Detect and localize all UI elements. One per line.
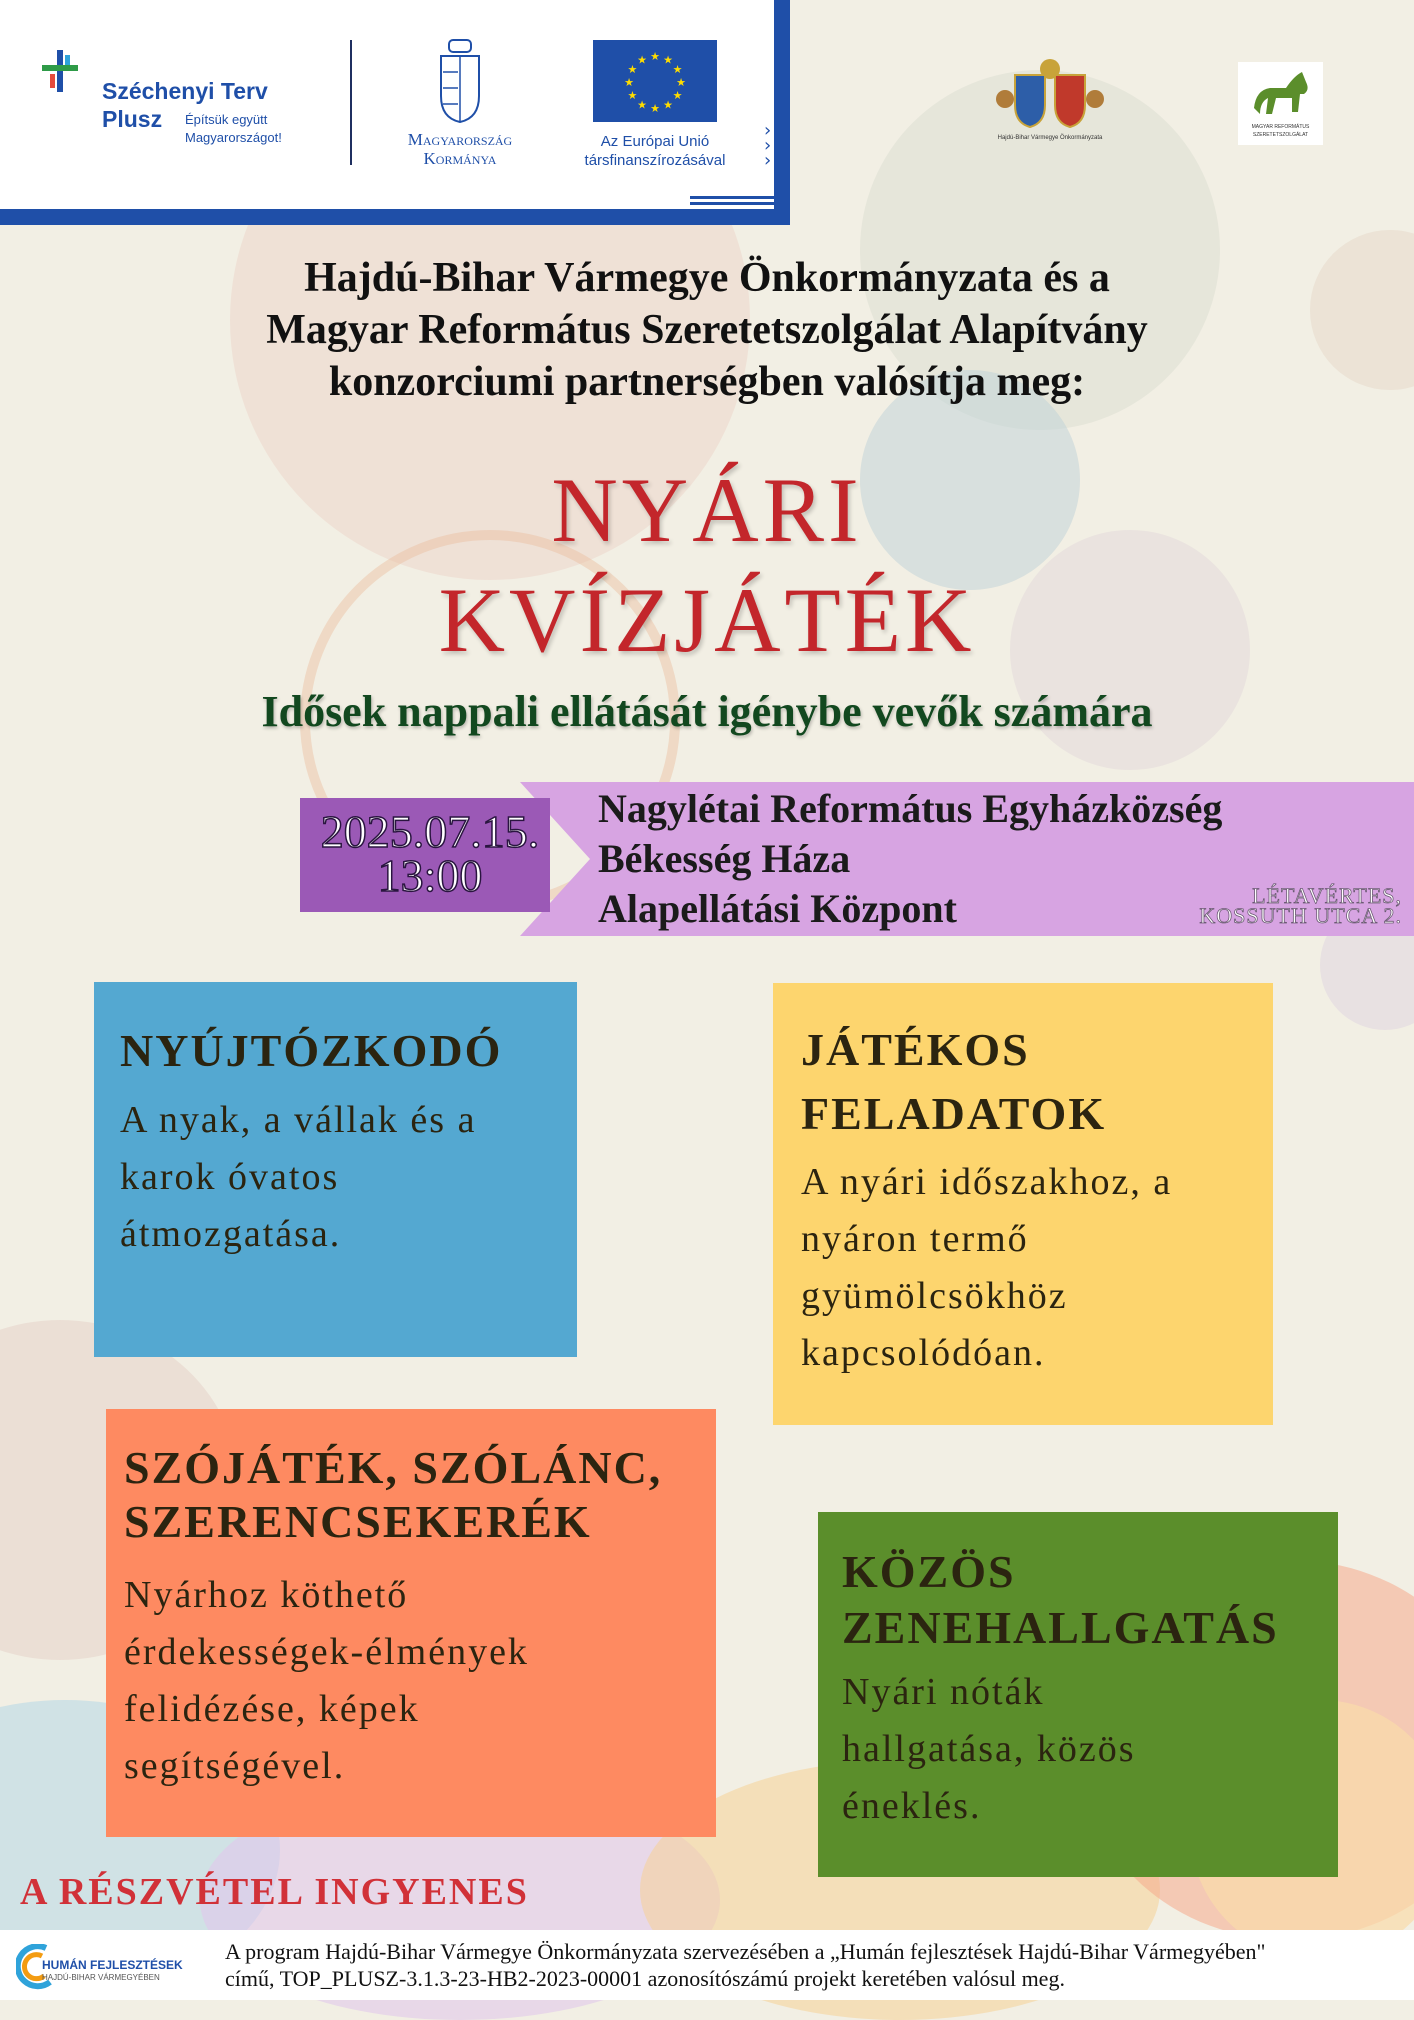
card-games-line-3: gyümölcsökhöz	[801, 1275, 1068, 1317]
venue-line-1: Nagylétai Református Egyházközség	[598, 786, 1223, 831]
card-wordgames-line-1: Nyárhoz köthető	[124, 1574, 409, 1616]
szechenyi-plusz: Plusz	[102, 106, 163, 132]
address-line-2: KOSSUTH UTCA 2.	[1199, 903, 1402, 928]
mrsz-caption-1: MAGYAR REFORMÁTUS	[1251, 124, 1310, 130]
szechenyi-title: Széchenyi Terv	[102, 78, 268, 104]
eu-star: ★	[627, 90, 638, 102]
date-time	[300, 806, 560, 901]
intro-line-3: konzorciumi partnerségben valósítja meg:	[328, 359, 1086, 405]
eu-star: ★	[637, 54, 647, 67]
county-logo	[985, 55, 1115, 150]
mrsz-caption-2: SZERETETSZOLGÁLAT	[1252, 132, 1309, 138]
eu-star: ★	[663, 54, 673, 67]
human-dev-line-2: HAJDÚ-BIHAR VÁRMEGYÉBEN	[42, 1973, 160, 1982]
free-participation: A RÉSZVÉTEL INGYENES	[20, 1871, 529, 1913]
card-games-line-2: nyáron termő	[801, 1218, 1029, 1260]
card-music	[818, 1512, 1338, 1877]
card-wordgames-line-2: érdekességek-élmények	[124, 1631, 529, 1673]
event-date: 2025.07.15.	[320, 806, 540, 857]
horse-icon	[1246, 68, 1316, 120]
event-time: 13:00	[377, 850, 483, 901]
card-wordgames-title-2: SZERENCSEKERÉK	[124, 1496, 592, 1547]
card-wordgames-title-1: SZÓJÁTÉK, SZÓLÁNC,	[124, 1442, 663, 1493]
eu-star: ★	[663, 99, 673, 112]
card-music-line-3: éneklés.	[842, 1785, 982, 1827]
mrsz-logo	[1238, 62, 1323, 145]
card-games-title-1: JÁTÉKOS	[801, 1024, 1030, 1075]
intro-line-2: Magyar Református Szeretetszolgálat Alapítvány	[266, 307, 1148, 353]
szechenyi-slogan-2: Magyarországot!	[185, 130, 282, 145]
logo-divider	[350, 40, 352, 165]
eu-star: ★	[672, 90, 683, 102]
eu-flag-icon	[593, 40, 717, 122]
card-games-title-2: FELADATOK	[801, 1088, 1107, 1139]
szechenyi-slogan-1: Építsük együtt	[185, 112, 268, 127]
eu-star: ★	[676, 77, 686, 89]
address-line-1: LÉTAVÉRTES,	[1252, 883, 1402, 908]
venue-address	[1199, 883, 1402, 928]
card-stretching-line-3: átmozgatása.	[120, 1213, 342, 1255]
eu-line-2: társfinanszírozásával	[584, 152, 726, 169]
event-title	[0, 455, 1414, 675]
card-music-title-1: KÖZÖS	[842, 1546, 1016, 1597]
human-dev-logo	[16, 1940, 196, 1996]
intro-text	[80, 252, 1334, 408]
card-wordgames	[106, 1409, 716, 1837]
event-title-line-2: KVÍZJÁTÉK	[438, 569, 976, 671]
venue-line-2: Békesség Háza	[598, 836, 851, 881]
card-stretching-line-1: A nyak, a vállak és a	[120, 1099, 477, 1141]
government-line-1: Magyarország	[407, 130, 513, 149]
card-games-line-1: A nyári időszakhoz, a	[801, 1161, 1173, 1203]
eu-star: ★	[672, 64, 683, 76]
eu-logo	[560, 40, 750, 170]
card-stretching	[94, 982, 577, 1357]
eu-star: ★	[650, 103, 660, 115]
event-title-line-1: NYÁRI	[551, 459, 863, 561]
coat-of-arms-icon	[437, 38, 483, 124]
government-logo	[380, 38, 540, 168]
human-dev-line-1: HUMÁN FEJLESZTÉSEK	[42, 1958, 183, 1972]
government-line-2: Kormánya	[423, 149, 497, 168]
card-music-line-2: hallgatása, közös	[842, 1728, 1136, 1770]
venue-line-3: Alapellátási Központ	[598, 886, 957, 931]
card-music-line-1: Nyári nóták	[842, 1671, 1045, 1713]
card-music-title-2: ZENEHALLGATÁS	[842, 1602, 1279, 1653]
venue-text	[598, 784, 1222, 934]
intro-line-1: Hajdú-Bihar Vármegye Önkormányzata és a	[304, 255, 1110, 301]
eu-line-1: Az Európai Unió	[600, 133, 710, 150]
szechenyi-cross-icon	[42, 50, 78, 92]
footer-text	[225, 1938, 1410, 1992]
card-wordgames-line-4: segítségével.	[124, 1745, 346, 1787]
county-caption: Hajdú-Bihar Vármegye Önkormányzata	[997, 135, 1103, 141]
logo-bar: Széchenyi Terv Plusz Építsük együtt Magyarországot! Magyarország Kormánya ★ ★ ★ ★ ★ ★ ★ ★ ★ ★ ★ ★ Az Európai Unió társfinanszírozásával › › ›	[0, 0, 790, 225]
event-subtitle: Idősek nappali ellátását igénybe vevők számára	[261, 687, 1153, 736]
card-games	[773, 983, 1273, 1425]
card-games-line-4: kapcsolódóan.	[801, 1332, 1046, 1374]
eu-star: ★	[650, 51, 660, 63]
card-wordgames-line-3: felidézése, képek	[124, 1688, 420, 1730]
eu-star: ★	[624, 77, 634, 89]
card-stretching-line-2: karok óvatos	[120, 1156, 340, 1198]
szechenyi-logo	[40, 50, 320, 160]
card-stretching-title: NYÚJTÓZKODÓ	[120, 1025, 503, 1076]
county-coat-of-arms-icon	[995, 55, 1105, 130]
footer-text-line-2: című, TOP_PLUSZ-3.1.3-23-HB2-2023-00001 azonosítószámú projekt keretében valósul meg.	[225, 1966, 1065, 1991]
eu-star: ★	[637, 99, 647, 112]
eu-star: ★	[627, 64, 638, 76]
footer-text-line-1: A program Hajdú-Bihar Vármegye Önkormányzata szervezésében a „Humán fejlesztések Hajdú-Bihar Vármegyében"	[225, 1939, 1266, 1964]
